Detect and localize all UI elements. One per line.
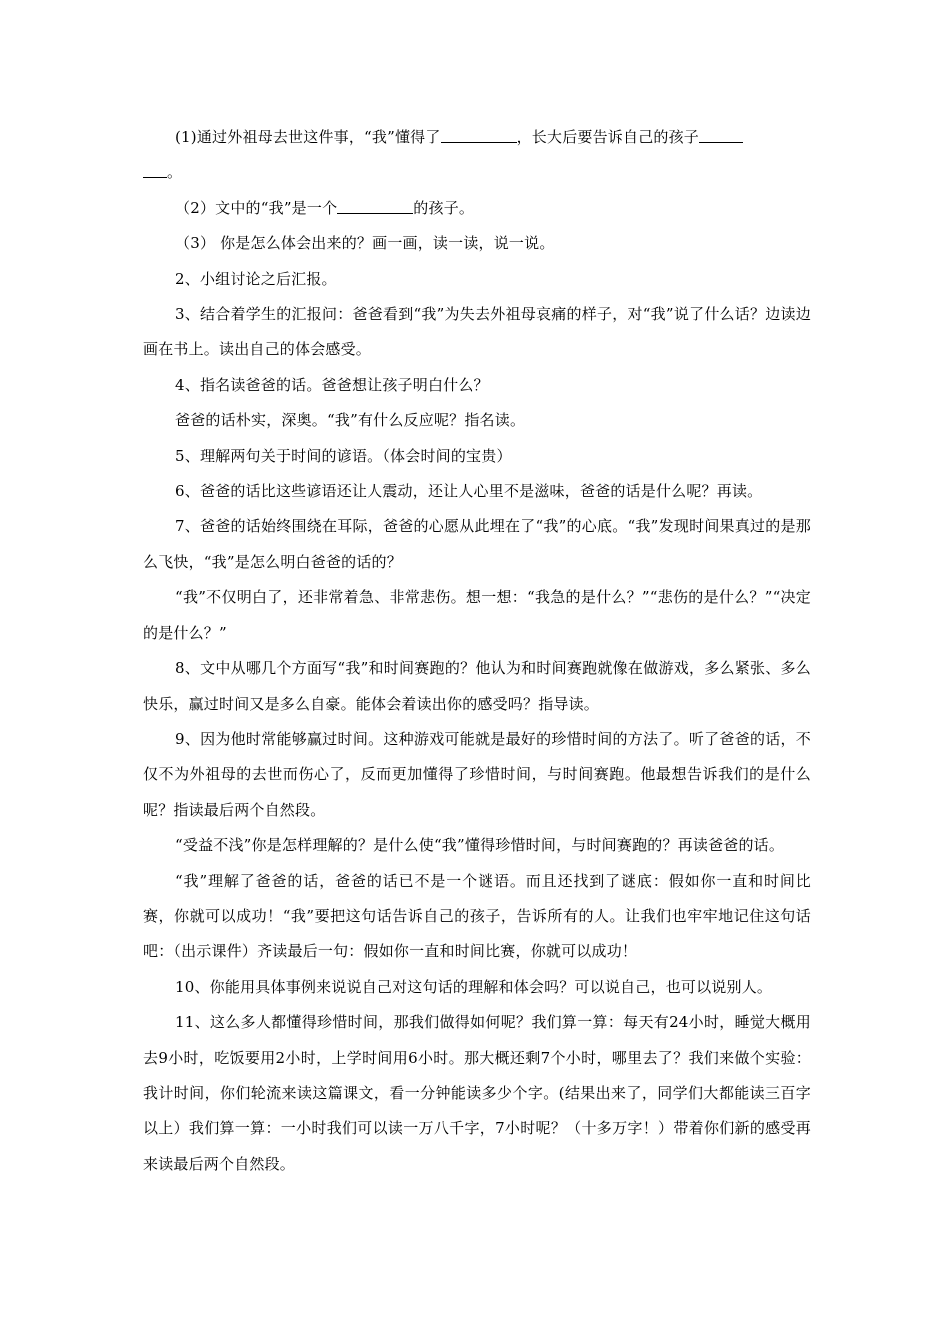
paragraph-step-11: 11、这么多人都懂得珍惜时间，那我们做得如何呢？我们算一算：每天有24小时，睡觉大概用去9小时，吃饭要用2小时，上学时间用6小时。那大概还剩7个小时，哪里去了？我们来做个实验：我计时间，你们轮流来读这篇课文，看一分钟能读多少个字。(结果出来了，同学们大都能读三百字以上）我们算一算：一小时我们可以读一万八千字，7小时呢？（十多万字！）带着你们新的感受再来读最后两个自然段。 — [143, 1013, 811, 1173]
fill-blank-1 — [441, 127, 517, 143]
paragraph-step-10: 10、你能用具体事例来说说自己对这句话的理解和体会吗？可以说自己，也可以说别人。 — [175, 977, 773, 996]
paragraph-step-6: 6、爸爸的话比这些谚语还让人震动，还让人心里不是滋味，爸爸的话是什么呢？再读。 — [175, 482, 763, 501]
paragraph-step-7: 7、爸爸的话始终围绕在耳际，爸爸的心愿从此埋在了“我”的心底。“我”发现时间果真过的是那么飞快，“我”是怎么明白爸爸的话的？ — [143, 517, 811, 571]
paragraph-step-9: 9、因为他时常能够赢过时间。这种游戏可能就是最好的珍惜时间的方法了。听了爸爸的话，不仅不为外祖母的去世而伤心了，反而更加懂得了珍惜时间，与时间赛跑。他最想告诉我们的是什么呢？指读最后两个自然段。 — [143, 729, 811, 819]
paragraph-step-4-note: 爸爸的话朴实，深奥。“我”有什么反应呢？指名读。 — [175, 411, 526, 430]
paragraph-step-2: 2、小组讨论之后汇报。 — [175, 269, 337, 288]
paragraph-step-8: 8、文中从哪几个方面写“我”和时间赛跑的？他认为和时间赛跑就像在做游戏，多么紧张、多么快乐，赢过时间又是多么自豪。能体会着读出你的感受吗？指导读。 — [143, 659, 811, 713]
paragraph-step-4: 4、指名读爸爸的话。爸爸想让孩子明白什么？ — [175, 375, 489, 394]
paragraph-step-9-note-1: “受益不浅”你是怎样理解的？是什么使“我”懂得珍惜时间，与时间赛跑的？再读爸爸的话。 — [175, 836, 785, 855]
paragraph-q2: （2）文中的“我”是一个 的孩子。 — [175, 198, 475, 217]
paragraph-step-5: 5、理解两句关于时间的谚语。（体会时间的宝贵） — [175, 446, 512, 465]
document-body — [143, 120, 811, 1182]
paragraph-step-7-note: “我”不仅明白了，还非常着急、非常悲伤。想一想：“我急的是什么？”“悲伤的是什么？”“决定的是什么？” — [143, 588, 811, 642]
fill-blank-2-continued — [143, 162, 167, 178]
fill-blank-2 — [699, 127, 743, 143]
fill-blank-3 — [337, 198, 413, 214]
paragraph-step-9-note-2: “我”理解了爸爸的话，爸爸的话已不是一个谜语。而且还找到了谜底：假如你一直和时间比赛，你就可以成功！“我”要把这句话告诉自己的孩子，告诉所有的人。让我们也牢牢地记住这句话吧：（出示课件）齐读最后一句：假如你一直和时间比赛，你就可以成功！ — [143, 871, 811, 961]
paragraph-q1: (1)通过外祖母去世这件事，“我”懂得了 ，长大后要告诉自己的孩子 。 — [143, 120, 811, 191]
paragraph-q3: （3） 你是怎么体会出来的？画一画，读一读，说一说。 — [175, 234, 555, 253]
paragraph-step-3: 3、结合着学生的汇报问：爸爸看到“我”为失去外祖母哀痛的样子，对“我”说了什么话？边读边画在书上。读出自己的体会感受。 — [143, 305, 811, 359]
